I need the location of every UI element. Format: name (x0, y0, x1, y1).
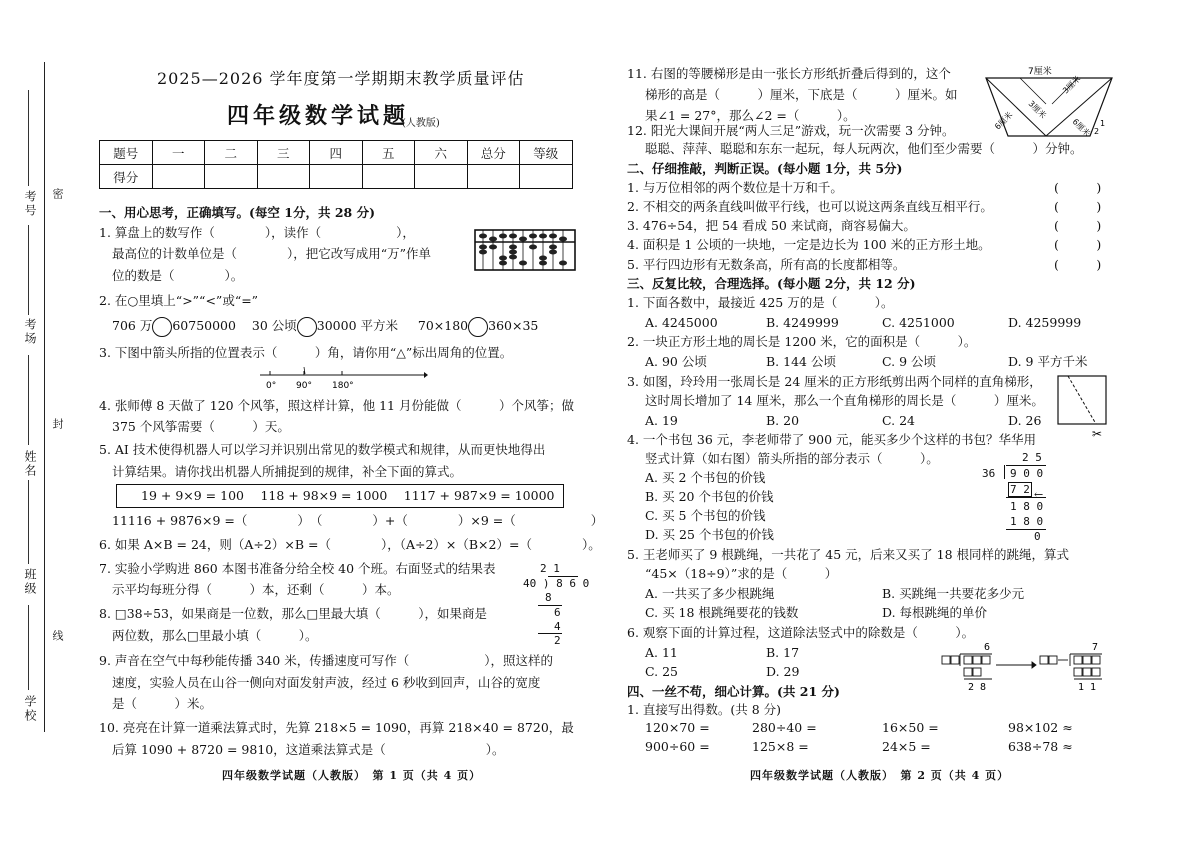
mc2-option-b[interactable]: B. 144 公顷 (766, 354, 836, 369)
q4-line1: 4. 张师傅 8 天做了 120 个风筝，照这样计算，他 11 月份能做（ ）个风筝；做 (99, 398, 574, 413)
box-division-figure (940, 638, 1110, 696)
q12-line2: 聪聪、萍萍、聪聪和东东一起玩，每人玩两次，他们至少需要（ ）分钟。 (645, 141, 1083, 156)
mc3-line1: 3. 如图，玲玲用一张周长是 24 厘米的正方形纸剪出两个同样的直角梯形， (627, 374, 1042, 389)
section3-title: 三、反复比较，合理选择。(每小题 2分，共 12 分) (627, 276, 916, 291)
tf-item-4: 4. 面积是 1 公顷的一块地，一定是边长为 100 米的正方形土地。 (627, 237, 991, 252)
q7-step1: 8 (545, 591, 552, 604)
q7-remainder: 2 (554, 634, 561, 647)
mc1-question: 1. 下面各数中，最接近 425 万的是（ ）。 (627, 295, 894, 310)
tf-answer-5[interactable]: ( ) (1054, 257, 1102, 272)
fig-angle1: 1 (1100, 119, 1106, 128)
score-header-cell: 等级 (520, 141, 573, 165)
calc-title: 1. 直接写出得数。(共 8 分) (627, 702, 782, 717)
mc5-option-a[interactable]: A. 一共买了多少根跳绳 (645, 586, 775, 601)
pattern-formulas: 19 + 9×9 = 100 118 + 98×9 = 1000 1117 + 987×9 = 10000 (141, 488, 555, 503)
fig-label-3a: 3厘米 (1026, 99, 1048, 121)
square-cut-figure (1056, 374, 1108, 444)
fig-label-6b: 6厘米 (1070, 117, 1092, 139)
score-header-cell: 四 (310, 141, 363, 165)
score-cell[interactable] (362, 165, 415, 189)
tf-item-2: 2. 不相交的两条直线叫做平行线，也可以说这两条直线互相平行。 (627, 199, 993, 214)
calc-item: 280÷40 = (752, 720, 817, 735)
fig-remainder-1: 2 8 (968, 682, 987, 693)
calc-item: 125×8 = (752, 739, 809, 754)
q7-step3: 4 (554, 620, 561, 633)
fig-label-3b: 3厘米 (1061, 74, 1083, 96)
mc4-step1: 7 2 (1010, 483, 1030, 496)
q9-line2: 速度，实验人员在山谷一侧向对面发射声波，经过 6 秒收到回声，山谷的宽度 (112, 675, 541, 690)
mc2-option-a[interactable]: A. 90 公顷 (645, 354, 707, 369)
section2-title: 二、仔细推敲，判断正误。(每小题 1分，共 5分) (627, 161, 903, 176)
tf-item-1: 1. 与万位相邻的两个数位是十万和千。 (627, 180, 843, 195)
score-header-cell: 六 (415, 141, 468, 165)
q7-line2: 示平均每班分得（ ）本，还剩（ ）本。 (112, 582, 400, 597)
score-header-cell: 三 (257, 141, 310, 165)
label-exam-room: 考场 (23, 318, 37, 346)
mc3-option-b[interactable]: B. 20 (766, 413, 800, 428)
q11-line1: 11. 右图的等腰梯形是由一张长方形纸折叠后得到的，这个 (627, 66, 951, 81)
mc6-option-c[interactable]: C. 25 (645, 664, 678, 679)
mc3-option-c[interactable]: C. 24 (882, 413, 915, 428)
q1-line1: 1. 算盘上的数写作（ ），读作（ ）， (99, 225, 415, 240)
q3-line: 3. 下图中箭头所指的位置表示（ ）角，请你用“△”标出周角的位置。 (99, 345, 513, 360)
score-header-cell: 一 (152, 141, 205, 165)
score-cell[interactable] (205, 165, 258, 189)
score-header-cell: 总分 (467, 141, 520, 165)
tf-answer-4[interactable]: ( ) (1054, 237, 1102, 252)
calc-item: 638÷78 ≈ (1008, 739, 1073, 754)
score-header-cell: 五 (362, 141, 415, 165)
q1-line2: 最高位的计数单位是（ ），把它改写成用“万”作单 (112, 246, 432, 261)
q5-line1: 5. AI 技术使得机器人可以学习并识别出常见的数学模式和规律，从而更快地得出 (99, 442, 546, 457)
binding-word-feng: 封 (51, 418, 64, 431)
section4-title: 四、一丝不苟，细心计算。(共 21 分) (627, 684, 840, 699)
mc5-option-b[interactable]: B. 买跳绳一共要花多少元 (882, 586, 1025, 601)
calc-item: 24×5 = (882, 739, 931, 754)
label-name: 姓名 (23, 450, 37, 478)
mc1-option-c[interactable]: C. 4251000 (882, 315, 955, 330)
q4-line2: 375 个风筝需要（ ）天。 (112, 419, 290, 434)
q6-line: 6. 如果 A×B = 24，则（A÷2）×B =（ ），（A÷2）×（B×2）=（ ）。 (99, 537, 601, 552)
q2-line1: 2. 在○里填上“>”“<”或“=” (99, 293, 259, 308)
q11-line3: 果∠1 = 27°，那么∠2 =（ ）。 (645, 108, 856, 123)
fig-label-6a: 6厘米 (993, 110, 1015, 132)
mc4-option-b[interactable]: B. 买 20 个书包的价钱 (645, 489, 774, 504)
abacus-icon (474, 228, 578, 272)
mc3-option-a[interactable]: A. 19 (645, 413, 678, 428)
footer-page2: 四年级数学试题（人教版） 第 2 页（共 4 页） (750, 769, 1010, 782)
score-cell[interactable] (467, 165, 520, 189)
mc1-option-a[interactable]: A. 4245000 (645, 315, 718, 330)
fig-top-label: 7厘米 (1028, 67, 1052, 77)
section1-title: 一、用心思考，正确填写。(每空 1分，共 28 分) (99, 205, 375, 220)
q9-line3: 是（ ）米。 (112, 696, 213, 711)
fig-remainder-2: 1 1 (1078, 682, 1097, 693)
q8-line2: 两位数，那么□里最小填（ ）。 (112, 628, 318, 643)
mc5-option-c[interactable]: C. 买 18 根跳绳要花的钱数 (645, 605, 799, 620)
mc1-option-d[interactable]: D. 4259999 (1008, 315, 1082, 330)
mc4-quotient: 2 5 (1022, 451, 1042, 464)
tf-item-3: 3. 476÷54，把 54 看成 50 来试商，商容易偏大。 (627, 218, 916, 233)
exam-subtitle: 四年级数学试题 (227, 103, 410, 129)
mc3-line2: 这时周长增加了 14 厘米，那么一个直角梯形的周长是（ ）厘米。 (645, 393, 1044, 408)
q7-line1: 7. 实验小学购进 860 本图书准备分给全校 40 个班。右面竖式的结果表 (99, 561, 496, 576)
q10-line1: 10. 亮亮在计算一道乘法算式时，先算 218×5 = 1090，再算 218×40 = 8720，最 (99, 720, 574, 735)
binding-word-mi: 密 (51, 188, 64, 201)
mc5-option-d[interactable]: D. 每根跳绳的单价 (882, 605, 988, 620)
score-header-cell: 二 (205, 141, 258, 165)
tick-90: 90° (296, 381, 312, 390)
mc6-option-b[interactable]: B. 17 (766, 645, 800, 660)
score-table (99, 140, 573, 189)
fig-quotient-2: 7 (1092, 642, 1099, 653)
score-cell[interactable] (310, 165, 363, 189)
label-exam-number: 考号 (23, 190, 37, 218)
q1-line3: 位的数是（ ）。 (112, 268, 244, 283)
mc6-option-a[interactable]: A. 11 (645, 645, 678, 660)
mc4-divisor: 36 (982, 467, 996, 480)
footer-page1: 四年级数学试题（人教版） 第 1 页（共 4 页） (222, 769, 482, 782)
mc4-dividend: 9 0 0 (1010, 467, 1044, 480)
fig-angle2: 2 (1094, 127, 1100, 136)
mc6-option-d[interactable]: D. 29 (766, 664, 800, 679)
mc4-option-d[interactable]: D. 买 25 个书包的价钱 (645, 527, 774, 542)
arrow-left-icon: ← (1034, 488, 1044, 501)
q5-line3: 11116 + 9876×9 =（ ） （ ）+（ ）×9 =（ ） (112, 513, 604, 528)
fig-quotient-1: 6 (984, 642, 991, 653)
tf-answer-2[interactable]: ( ) (1054, 199, 1102, 214)
q8-line1: 8. □38÷53，如果商是一位数，那么□里最大填（ ），如果商是 (99, 606, 488, 621)
mc4-option-c[interactable]: C. 买 5 个书包的价钱 (645, 508, 766, 523)
mc5-line1: 5. 王老师买了 9 根跳绳，一共花了 45 元，后来又买了 18 根同样的跳绳，算式 (627, 547, 1070, 562)
mc6-question: 6. 观察下面的计算过程，这道除法竖式中的除数是（ ）。 (627, 625, 975, 640)
q7-dividend-row: 40 ) 8 6 0 (523, 577, 590, 590)
compare-circle[interactable] (152, 317, 172, 337)
tf-answer-1[interactable]: ( ) (1054, 180, 1102, 195)
score-cell[interactable] (520, 165, 573, 189)
mc4-option-a[interactable]: A. 买 2 个书包的价钱 (645, 470, 766, 485)
label-class: 班级 (23, 568, 37, 596)
binding-line (44, 62, 45, 732)
score-row-label: 得分 (100, 165, 153, 189)
scissors-icon: ✂ (1092, 427, 1103, 441)
mc2-option-c[interactable]: C. 9 公顷 (882, 354, 936, 369)
angle-ray-diagram (258, 366, 428, 390)
mc4-remainder: 0 (1034, 530, 1041, 543)
mc2-question: 2. 一块正方形土地的周长是 1200 米，它的面积是（ ）。 (627, 334, 977, 349)
q2-item-5: 70×180 (417, 318, 469, 333)
exam-title: 2025—2026 学年度第一学期期末教学质量评估 (157, 69, 525, 88)
compare-circle[interactable] (468, 317, 488, 337)
trapezoid-figure (980, 64, 1116, 140)
calc-item: 120×70 = (645, 720, 710, 735)
q2-item-2: 60750000 (172, 318, 236, 333)
label-school: 学校 (23, 695, 37, 723)
calc-item: 16×50 = (882, 720, 939, 735)
compare-circle[interactable] (297, 317, 317, 337)
calc-item: 98×102 ≈ (1008, 720, 1073, 735)
binding-word-xian: 线 (51, 630, 64, 643)
tick-180: 180° (332, 381, 354, 390)
mc4-step2: 1 8 0 (1010, 500, 1044, 513)
q2-item-1: 706 万 (112, 318, 153, 333)
mc4-line2: 竖式计算（如右图）箭头所指的部分表示（ ）。 (645, 451, 939, 466)
q10-line2: 后算 1090 + 8720 = 9810，这道乘法算式是（ ）。 (112, 742, 505, 757)
q7-step2: 6 (554, 606, 561, 619)
q5-line2: 计算结果。请你找出机器人所捕捉到的规律，补全下面的算式。 (112, 464, 463, 479)
q11-line2: 梯形的高是（ ）厘米，下底是（ ）厘米。如 (645, 87, 958, 102)
mc4-step3: 1 8 0 (1010, 515, 1044, 528)
q2-item-3: 30 公顷 (251, 318, 297, 333)
q12-line1: 12. 阳光大课间开展“两人三足”游戏，玩一次需要 3 分钟。 (627, 123, 955, 138)
calc-item: 900÷60 = (645, 739, 710, 754)
edition-label: (人教版) (402, 118, 440, 129)
tf-answer-3[interactable]: ( ) (1054, 218, 1102, 233)
q7-quotient: 2 1 (540, 562, 560, 575)
mc5-line2: “45×（18÷9）”求的是（ ） (645, 566, 838, 581)
q2-item-6: 360×35 (488, 318, 539, 333)
score-cell[interactable] (415, 165, 468, 189)
q2-item-4: 30000 平方米 (316, 318, 399, 333)
q2-comparisons (112, 316, 538, 337)
score-cell[interactable] (257, 165, 310, 189)
mc3-option-d[interactable]: D. 26 (1008, 413, 1042, 428)
q9-line1: 9. 声音在空气中每秒能传播 340 米，传播速度可写作（ ），照这样的 (99, 653, 553, 668)
mc2-option-d[interactable]: D. 9 平方千米 (1008, 354, 1088, 369)
mc4-line1: 4. 一个书包 36 元，李老师带了 900 元，能买多少个这样的书包？华华用 (627, 432, 1037, 447)
tick-0: 0° (266, 381, 277, 390)
score-cell[interactable] (152, 165, 205, 189)
mc1-option-b[interactable]: B. 4249999 (766, 315, 839, 330)
score-header-cell: 题号 (100, 141, 153, 165)
tf-item-5: 5. 平行四边形有无数条高，所有高的长度都相等。 (627, 257, 906, 272)
